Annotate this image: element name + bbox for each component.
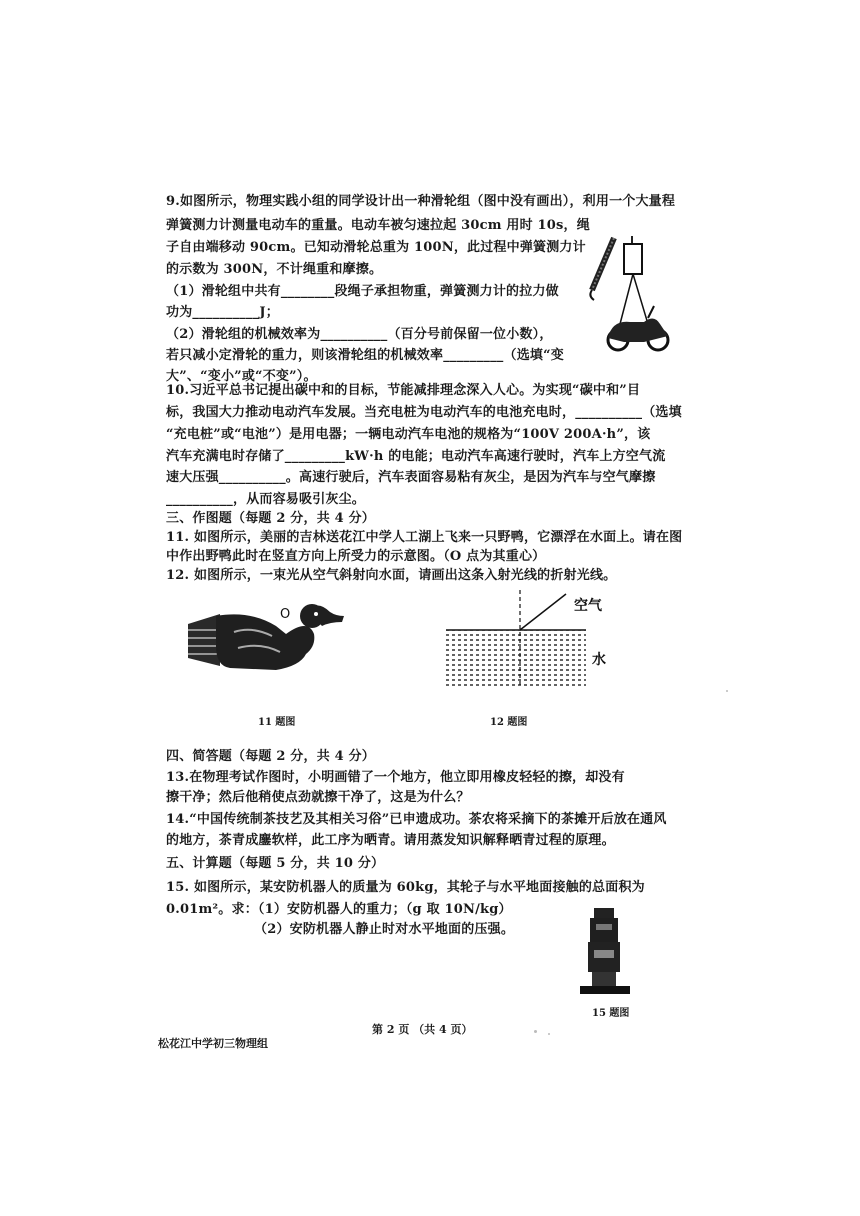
q15-line-3: （2）安防机器人静止时对水平地面的压强。 (254, 922, 515, 937)
q9-line-3: 子自由端移动 90cm。已知动滑轮总重为 100N，此过程中弹簧测力计 (166, 240, 586, 255)
q13-line-1: 13.在物理考试作图时，小明画错了一个地方，他立即用橡皮轻轻的擦，却没有 (166, 770, 625, 785)
q15-line-2: 0.01m²。求：（1）安防机器人的重力；（g 取 10N/kg） (166, 902, 512, 917)
q9-line-6: 功为__________J； (166, 305, 279, 320)
fig15-caption: 15 题图 (592, 1008, 630, 1019)
center-of-gravity-label: O (280, 607, 291, 622)
q9-line-1: 9.如图所示，物理实践小组的同学设计出一种滑轮组（图中没有画出），利用一个大量程 (166, 194, 676, 209)
q10-line-5: 速大压强__________。高速行驶后，汽车表面容易粘有灰尘，是因为汽车与空气摩擦 (166, 470, 656, 485)
duck-figure (180, 596, 350, 676)
section-5-title: 五、计算题（每题 5 分，共 10 分） (166, 856, 385, 871)
school-name: 松花江中学初三物理组 (158, 1037, 268, 1050)
q10-line-4: 汽车充满电时存储了_________kW·h 的电能；电动汽车高速行驶时，汽车上方空气流 (166, 449, 666, 464)
q9-line-4: 的示数为 300N，不计绳重和摩擦。 (166, 262, 383, 277)
q14-line-2: 的地方，茶青成鏖软样，此工序为晒青。请用蒸发知识解释晒青过程的原理。 (166, 833, 615, 848)
q9-line-5: （1）滑轮组中共有________段绳子承担物重，弹簧测力计的拉力做 (166, 284, 559, 299)
q10-line-2: 标，我国大力推动电动汽车发展。当充电桩为电动汽车的电池充电时，__________（选填 (166, 405, 682, 420)
q11-line-2: 中作出野鸭此时在竖直方向上所受力的示意图。（O 点为其重心） (166, 549, 546, 564)
air-label: 空气 (574, 598, 602, 614)
scan-speck (726, 690, 728, 692)
fig11-caption: 11 题图 (258, 717, 296, 728)
page-number: 第 2 页 （共 4 页） (372, 1023, 473, 1036)
q13-line-2: 擦干净；然后他稍使点劲就擦干净了，这是为什么？ (166, 790, 470, 805)
q9-line-9: 大”、“变小”或“不变”）。 (166, 369, 317, 384)
section-4-title: 四、简答题（每题 2 分，共 4 分） (166, 749, 375, 764)
q15-line-1: 15. 如图所示，某安防机器人的质量为 60kg，其轮子与水平地面接触的总面积为 (166, 880, 645, 895)
q10-line-1: 10.习近平总书记提出碳中和的目标，节能减排理念深入人心。为实现“碳中和”目 (166, 383, 641, 398)
spring-scale-scooter-figure (578, 232, 678, 354)
scan-speck (534, 1030, 537, 1033)
q9-line-8: 若只减小定滑轮的重力，则该滑轮组的机械效率_________（选填“变 (166, 348, 564, 363)
scan-speck (548, 1033, 550, 1035)
q9-line-2: 弹簧测力计测量电动车的重量。电动车被匀速拉起 30cm 用时 10s，绳 (166, 218, 590, 233)
q10-line-6: __________，从而容易吸引灰尘。 (166, 492, 366, 507)
water-label: 水 (592, 652, 606, 668)
section-3-title: 三、作图题（每题 2 分，共 4 分） (166, 511, 375, 526)
q9-line-7: （2）滑轮组的机械效率为__________（百分号前保留一位小数）， (166, 327, 553, 342)
q10-line-3: “充电桩”或“电池”）是用电器；一辆电动汽车电池的规格为“100V 200A·h”，该 (166, 427, 651, 442)
refraction-figure (440, 588, 640, 688)
q11-line-1: 11. 如图所示，美丽的吉林送花江中学人工湖上飞来一只野鸭，它漂浮在水面上。请在图 (166, 530, 683, 545)
fig12-caption: 12 题图 (490, 717, 528, 728)
q12-line: 12. 如图所示，一束光从空气斜射向水面，请画出这条入射光线的折射光线。 (166, 568, 617, 583)
q14-line-1: 14.“中国传统制茶技艺及其相关习俗”已申遗成功。茶农将采摘下的茶摊开后放在通风 (166, 812, 667, 827)
security-robot-figure (578, 906, 634, 998)
